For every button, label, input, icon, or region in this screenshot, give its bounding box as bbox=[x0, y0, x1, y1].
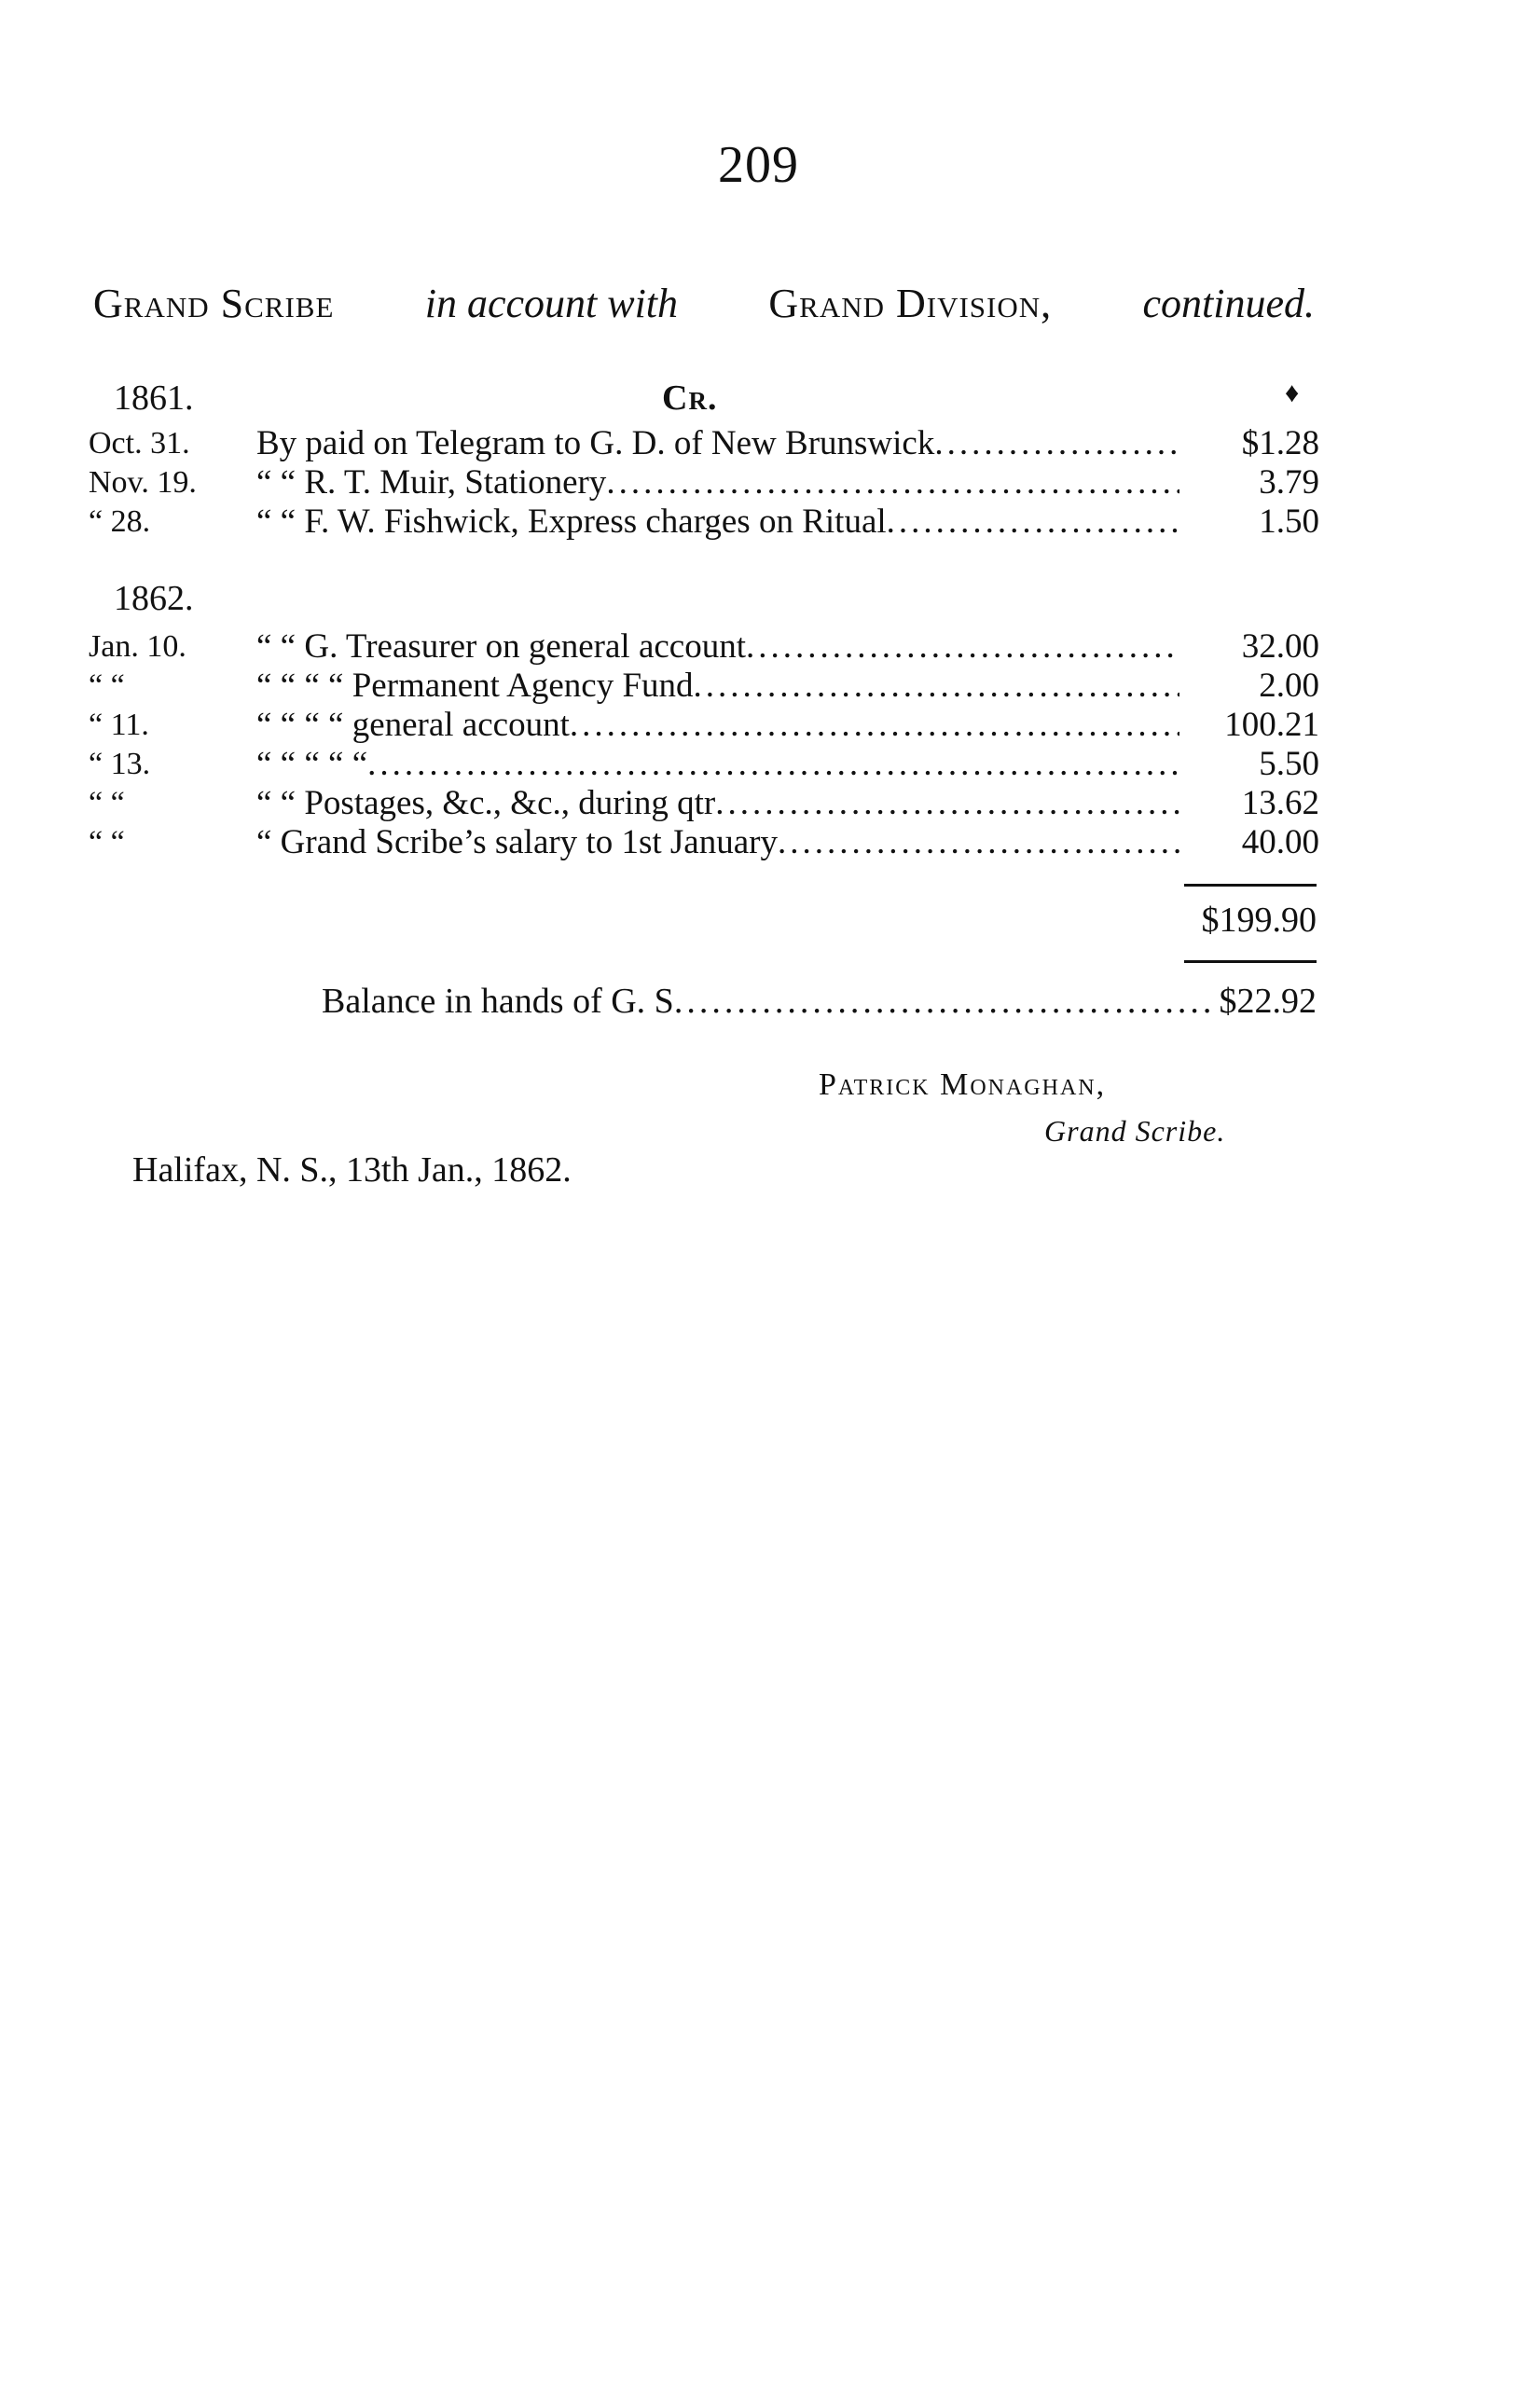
entry-amount: 3.79 bbox=[1259, 463, 1319, 502]
entry-date: “ “ bbox=[89, 668, 125, 703]
printer-mark-icon: ♦ bbox=[1285, 378, 1300, 408]
entry-amount: 40.00 bbox=[1241, 823, 1319, 861]
balance-rule bbox=[1184, 960, 1317, 963]
entry-description-text: “ “ Postages, &c., &c., during qtr bbox=[256, 784, 716, 822]
balance-label: Balance in hands of G. S bbox=[322, 982, 674, 1021]
heading-part-3: Grand Division, bbox=[768, 281, 1053, 326]
entry-amount: 100.21 bbox=[1224, 706, 1319, 744]
entry-description-text: “ Grand Scribe’s salary to 1st January bbox=[256, 823, 778, 861]
signature-name: Patrick Monaghan, bbox=[819, 1067, 1107, 1102]
ledger-row bbox=[89, 706, 1319, 745]
ledger-row bbox=[89, 784, 1319, 823]
entry-date: “ “ bbox=[89, 786, 125, 820]
account-heading bbox=[93, 280, 1315, 327]
entry-description-text: By paid on Telegram to G. D. of New Brunswick bbox=[256, 424, 935, 462]
entry-description bbox=[256, 667, 1179, 706]
leader-dots bbox=[715, 784, 1179, 823]
ledger-row bbox=[89, 627, 1319, 667]
ledger-row bbox=[89, 745, 1319, 784]
leader-dots bbox=[570, 706, 1179, 745]
entry-description-text: “ “ “ “ Permanent Agency Fund bbox=[256, 667, 694, 705]
ledger-row bbox=[89, 823, 1319, 862]
entry-date: Oct. 31. bbox=[89, 426, 190, 461]
entry-date: “ 11. bbox=[89, 708, 149, 742]
ledger-row bbox=[89, 667, 1319, 706]
leader-dots bbox=[887, 502, 1179, 542]
entry-date: Jan. 10. bbox=[89, 629, 186, 664]
leader-dots bbox=[746, 627, 1179, 667]
heading-part-1: Grand Scribe bbox=[93, 281, 335, 326]
year-1861: 1861. bbox=[114, 378, 194, 418]
entry-amount: $1.28 bbox=[1241, 424, 1319, 462]
leader-dots bbox=[606, 463, 1179, 502]
heading-part-4: continued. bbox=[1142, 281, 1315, 326]
ledger-row bbox=[89, 502, 1319, 542]
ledger-row bbox=[89, 463, 1319, 502]
entry-description bbox=[256, 823, 1179, 862]
entry-amount: 1.50 bbox=[1259, 502, 1319, 541]
leader-dots bbox=[934, 424, 1179, 463]
entry-description-text: “ “ “ “ “ bbox=[256, 745, 368, 783]
entry-date: “ 13. bbox=[89, 747, 151, 781]
leader-dots bbox=[778, 823, 1179, 862]
place-and-date: Halifax, N. S., 13th Jan., 1862. bbox=[132, 1150, 572, 1190]
signature-title: Grand Scribe. bbox=[1044, 1114, 1226, 1148]
leader-dots bbox=[694, 667, 1179, 706]
entry-date: “ 28. bbox=[89, 504, 151, 539]
entry-date: Nov. 19. bbox=[89, 465, 197, 500]
heading-part-2: in account with bbox=[424, 281, 679, 326]
entry-description-text: “ “ “ “ general account bbox=[256, 706, 570, 744]
entry-amount: 32.00 bbox=[1241, 627, 1319, 666]
entry-description bbox=[256, 706, 1179, 745]
entry-date: “ “ bbox=[89, 825, 125, 860]
sum-rule bbox=[1184, 884, 1317, 887]
entry-description-text: “ “ F. W. Fishwick, Express charges on Ritual bbox=[256, 502, 887, 541]
total-amount: $199.90 bbox=[1201, 901, 1317, 940]
entry-description-text: “ “ G. Treasurer on general account bbox=[256, 627, 746, 666]
credit-column-header: Cr. bbox=[662, 378, 718, 418]
entry-description bbox=[256, 784, 1179, 823]
entry-description-text: “ “ R. T. Muir, Stationery bbox=[256, 463, 607, 502]
entry-description bbox=[256, 502, 1179, 542]
balance-amount: $22.92 bbox=[1219, 982, 1317, 1021]
balance-line bbox=[322, 981, 1317, 1022]
ledger-row bbox=[89, 424, 1319, 463]
entry-amount: 5.50 bbox=[1259, 745, 1319, 783]
entry-description bbox=[256, 424, 1179, 463]
entry-description bbox=[256, 745, 1179, 784]
entry-amount: 13.62 bbox=[1241, 784, 1319, 822]
entry-description bbox=[256, 627, 1179, 667]
leader-dots bbox=[674, 981, 1212, 1022]
year-1862: 1862. bbox=[114, 579, 194, 618]
entry-amount: 2.00 bbox=[1259, 667, 1319, 705]
page-number: 209 bbox=[718, 136, 799, 194]
leader-dots bbox=[367, 745, 1179, 784]
entry-description bbox=[256, 463, 1179, 502]
